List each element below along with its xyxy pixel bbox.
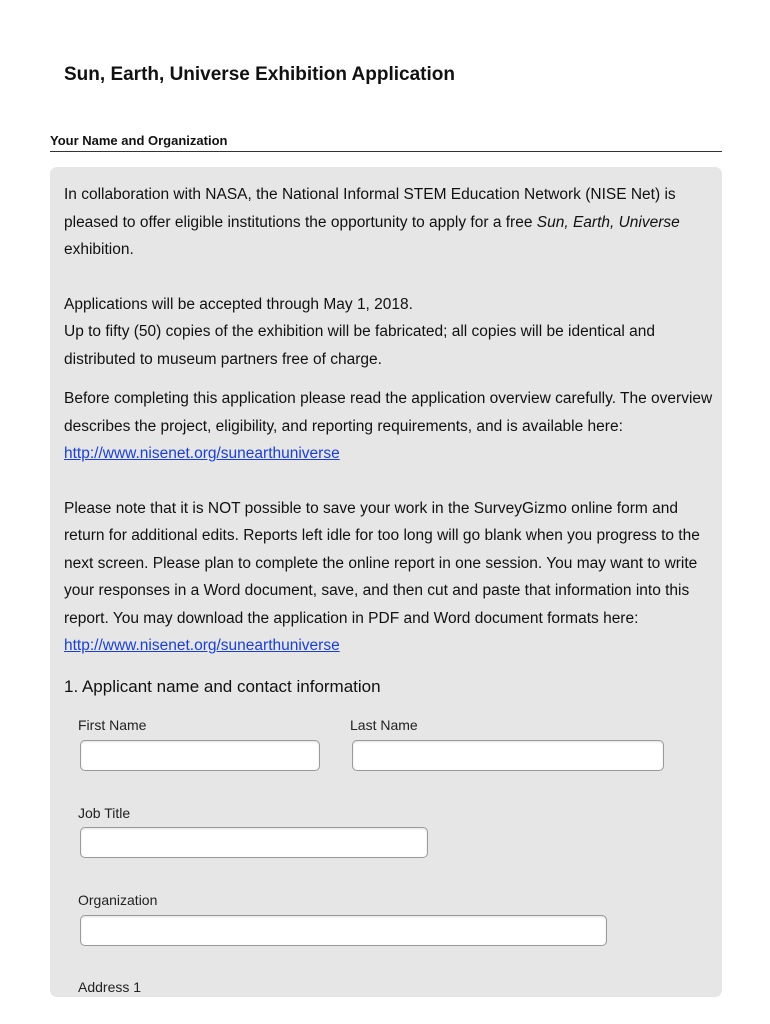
section-title: Your Name and Organization	[50, 133, 228, 148]
overview-text: Before completing this application please read the application overview carefully. The overview describes the project, eligibility, and reporting requirements, and is available here:	[64, 390, 713, 435]
address-1-label: Address 1	[78, 979, 142, 995]
overview-paragraph	[64, 385, 714, 468]
intro-p1-end: exhibition.	[64, 241, 134, 258]
save-note-text: Please note that it is NOT possible to save your work in the SurveyGizmo online form and return for additional edits. Reports left idle for too long will go blank when you progress to the next screen. Please plan to complete the online report in one session. You may want to write your responses in a Word document, save, and then cut and paste that information into this report. You may download the application in PDF and Word document formats here:	[64, 499, 700, 627]
organization-label: Organization	[78, 892, 158, 908]
download-link[interactable]: http://www.nisenet.org/sunearthuniverse	[64, 637, 340, 654]
question-1-title: 1. Applicant name and contact information	[64, 677, 381, 696]
page-title: Sun, Earth, Universe Exhibition Application	[64, 64, 455, 85]
first-name-input[interactable]	[80, 740, 320, 771]
intro-paragraph-1	[64, 181, 714, 264]
copies-line: Up to fifty (50) copies of the exhibition will be fabricated; all copies will be identical and distributed to museum partners free of charge.	[64, 323, 656, 368]
form-panel	[50, 167, 722, 997]
save-note-paragraph	[64, 495, 714, 660]
intro-text	[64, 181, 714, 660]
organization-input[interactable]	[80, 915, 607, 946]
job-title-label: Job Title	[78, 805, 131, 821]
exhibition-name: Sun, Earth, Universe	[536, 213, 680, 231]
last-name-input[interactable]	[352, 740, 664, 771]
section-divider	[50, 151, 722, 152]
first-name-label: First Name	[78, 717, 147, 733]
job-title-input[interactable]	[80, 827, 428, 858]
last-name-label: Last Name	[350, 717, 418, 733]
deadline-line: Applications will be accepted through May 1, 2018.	[64, 295, 413, 313]
intro-p1-text: In collaboration with NASA, the National Informal STEM Education Network (NISE Net) is pleased to offer eligible institutions the opportunity to apply for a free	[64, 186, 676, 231]
overview-link[interactable]: http://www.nisenet.org/sunearthuniverse	[64, 445, 340, 462]
